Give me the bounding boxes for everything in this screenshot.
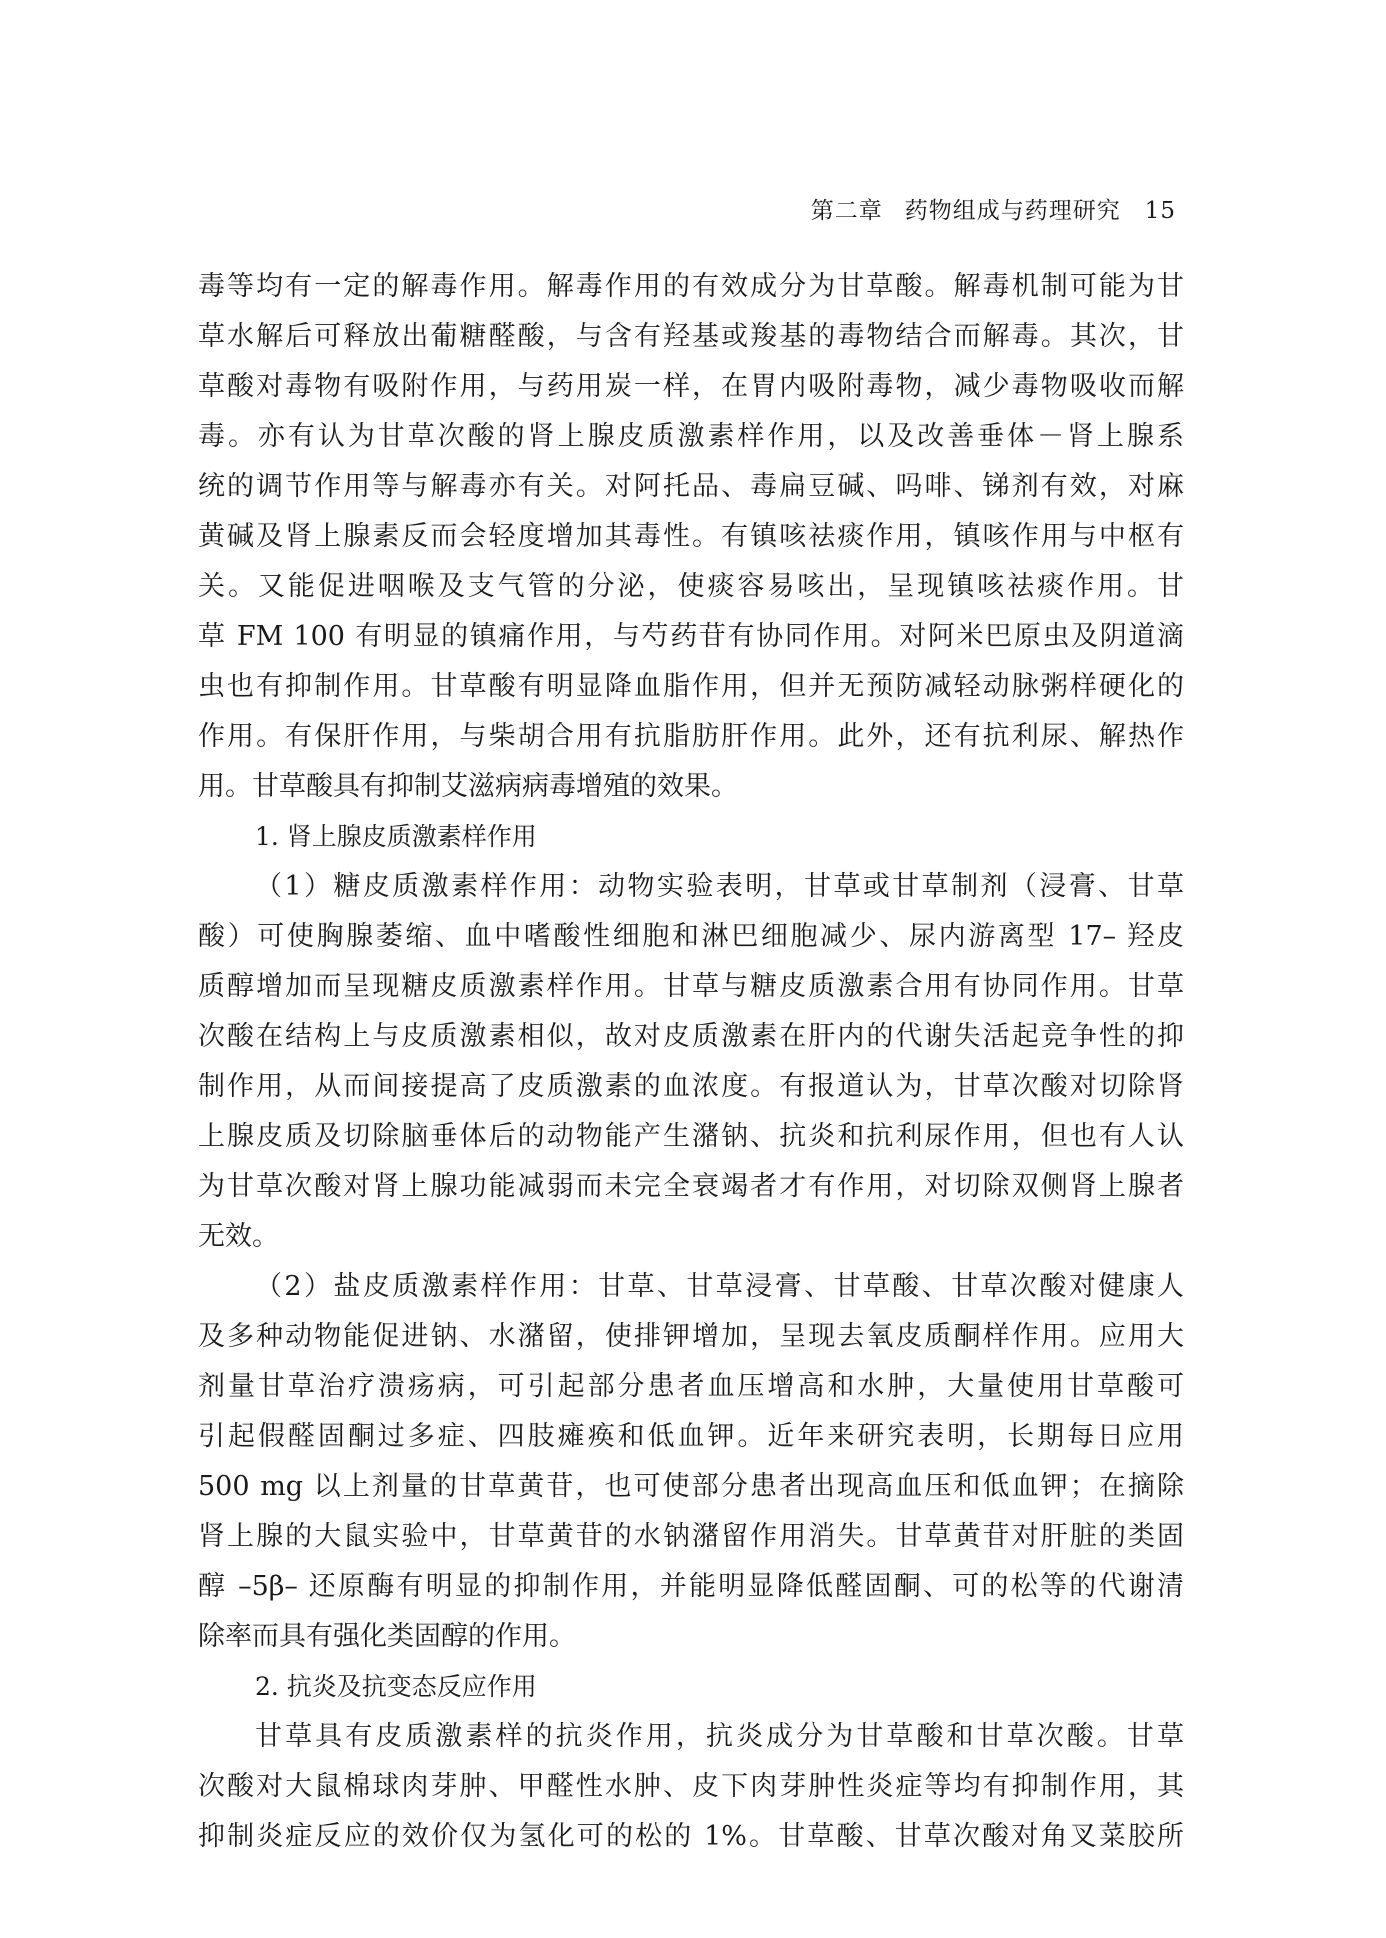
chapter-title: 药物组成与药理研究 (904, 198, 1121, 224)
text-line: 醇 –5β– 还原酶有明显的抑制作用，并能明显降低醛固酮、可的松等的代谢清 (198, 1571, 1184, 1602)
text-line: 关。又能促进咽喉及支气管的分泌，使痰容易咳出，呈现镇咳祛痰作用。甘 (198, 571, 1184, 602)
text-line: 草酸对毒物有吸附作用，与药用炭一样，在胃内吸附毒物，减少毒物吸收而解 (198, 371, 1184, 402)
section-heading: 2. 抗炎及抗变态反应作用 (255, 1672, 537, 1701)
text-line: 统的调节作用等与解毒亦有关。对阿托品、毒扁豆碱、吗啡、锑剂有效，对麻 (198, 471, 1184, 502)
text-line: 毒等均有一定的解毒作用。解毒作用的有效成分为甘草酸。解毒机制可能为甘 (198, 271, 1184, 302)
text-line: （1）糖皮质激素样作用：动物实验表明，甘草或甘草制剂（浸膏、甘草 (255, 871, 1184, 902)
chapter-label: 第二章 (810, 198, 883, 224)
text-line: 次酸对大鼠棉球肉芽肿、甲醛性水肿、皮下肉芽肿性炎症等均有抑制作用，其 (198, 1771, 1184, 1802)
text-line: 质醇增加而呈现糖皮质激素样作用。甘草与糖皮质激素合用有协同作用。甘草 (198, 971, 1184, 1002)
text-line: 黄碱及肾上腺素反而会轻度增加其毒性。有镇咳祛痰作用，镇咳作用与中枢有 (198, 521, 1184, 552)
text-line: 为甘草次酸对肾上腺功能减弱而未完全衰竭者才有作用，对切除双侧肾上腺者 (198, 1171, 1184, 1202)
text-line: 次酸在结构上与皮质激素相似，故对皮质激素在肝内的代谢失活起竞争性的抑 (198, 1021, 1184, 1052)
text-line: （2）盐皮质激素样作用：甘草、甘草浸膏、甘草酸、甘草次酸对健康人 (255, 1271, 1184, 1302)
text-line: 抑制炎症反应的效价仅为氢化可的松的 1%。甘草酸、甘草次酸对角叉菜胶所 (198, 1821, 1184, 1852)
text-line: 除率而具有强化类固醇的作用。 (198, 1621, 576, 1652)
text-line: 毒。亦有认为甘草次酸的肾上腺皮质激素样作用，以及改善垂体－肾上腺系 (198, 421, 1184, 452)
text-line: 及多种动物能促进钠、水潴留，使排钾增加，呈现去氧皮质酮样作用。应用大 (198, 1321, 1184, 1352)
text-line: 上腺皮质及切除脑垂体后的动物能产生潴钠、抗炎和抗利尿作用，但也有人认 (198, 1121, 1184, 1152)
text-line: 无效。 (198, 1221, 279, 1252)
text-line: 作用。有保肝作用，与柴胡合用有抗脂肪肝作用。此外，还有抗利尿、解热作 (198, 721, 1184, 752)
text-line: 甘草具有皮质激素样的抗炎作用，抗炎成分为甘草酸和甘草次酸。甘草 (255, 1721, 1184, 1752)
text-line: 肾上腺的大鼠实验中，甘草黄苷的水钠潴留作用消失。甘草黄苷对肝脏的类固 (198, 1521, 1184, 1552)
page-number: 15 (1144, 198, 1176, 224)
text-line: 制作用，从而间接提高了皮质激素的血浓度。有报道认为，甘草次酸对切除肾 (198, 1071, 1184, 1102)
text-line: 草水解后可释放出葡糖醛酸，与含有羟基或羧基的毒物结合而解毒。其次，甘 (198, 321, 1184, 352)
text-line: 用。甘草酸具有抑制艾滋病病毒增殖的效果。 (198, 771, 738, 802)
text-line: 500 mg 以上剂量的甘草黄苷，也可使部分患者出现高血压和低血钾；在摘除 (198, 1471, 1184, 1502)
section-heading: 1. 肾上腺皮质激素样作用 (255, 822, 537, 851)
text-line: 引起假醛固酮过多症、四肢瘫痪和低血钾。近年来研究表明，长期每日应用 (198, 1421, 1184, 1452)
body-text (198, 262, 1184, 1862)
text-line: 酸）可使胸腺萎缩、血中嗜酸性细胞和淋巴细胞减少、尿内游离型 17– 羟皮 (198, 921, 1184, 952)
text-line: 虫也有抑制作用。甘草酸有明显降血脂作用，但并无预防减轻动脉粥样硬化的 (198, 671, 1184, 702)
text-line: 剂量甘草治疗溃疡病，可引起部分患者血压增高和水肿，大量使用甘草酸可 (198, 1371, 1184, 1402)
running-header (811, 192, 1176, 225)
text-line: 草 FM 100 有明显的镇痛作用，与芍药苷有协同作用。对阿米巴原虫及阴道滴 (198, 621, 1184, 652)
